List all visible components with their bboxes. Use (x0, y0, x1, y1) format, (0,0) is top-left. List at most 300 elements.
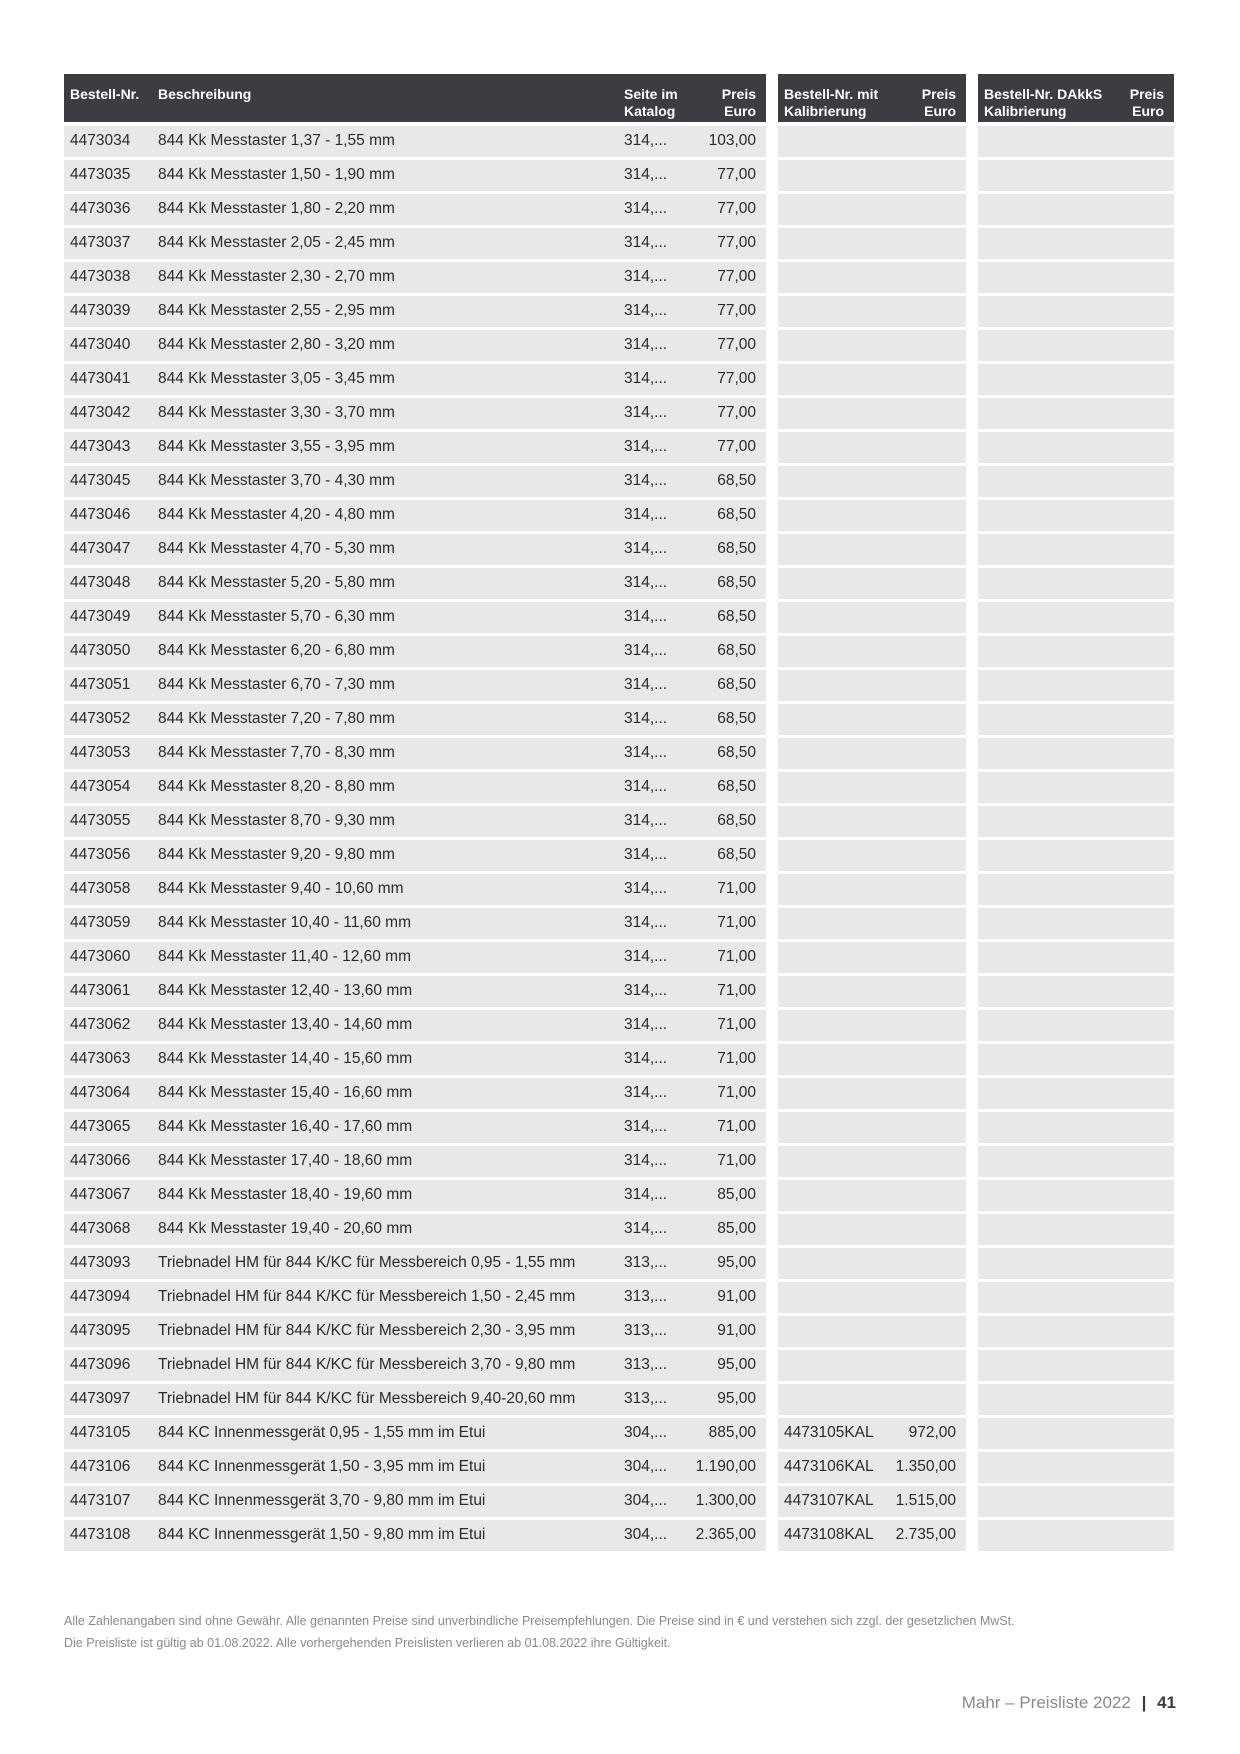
cell-bestell-nr: 4473060 (70, 948, 131, 965)
cell-seite: 314,... (624, 778, 668, 795)
cell-beschreibung: Triebnadel HM für 844 K/KC für Messbereich 1,50 - 2,45 mm (158, 1288, 576, 1305)
row-group-kalibrierung (778, 738, 966, 769)
row-group-standard (64, 976, 766, 1007)
row-group-kalibrierung (778, 704, 966, 735)
table-row (64, 974, 1176, 1008)
cell-seite: 314,... (624, 1050, 668, 1067)
cell-beschreibung: 844 Kk Messtaster 7,70 - 8,30 mm (158, 744, 395, 761)
cell-preis: 85,00 (717, 1186, 756, 1203)
cell-seite: 314,... (624, 200, 668, 217)
cell-beschreibung: 844 Kk Messtaster 3,55 - 3,95 mm (158, 438, 395, 455)
table-row (64, 498, 1176, 532)
row-group-standard (64, 840, 766, 871)
cell-preis: 71,00 (717, 1050, 756, 1067)
cell-beschreibung: 844 Kk Messtaster 3,30 - 3,70 mm (158, 404, 395, 421)
cell-preis: 1.300,00 (695, 1492, 756, 1509)
cell-seite: 314,... (624, 1186, 668, 1203)
row-group-dakks (978, 704, 1174, 735)
cell-bestell-nr: 4473050 (70, 642, 131, 659)
cell-beschreibung: 844 Kk Messtaster 11,40 - 12,60 mm (158, 948, 411, 965)
row-group-kalibrierung (778, 1214, 966, 1245)
row-group-kalibrierung (778, 1486, 966, 1517)
cell-bestell-nr: 4473048 (70, 574, 131, 591)
cell-beschreibung: 844 KC Innenmessgerät 3,70 - 9,80 mm im Etui (158, 1492, 486, 1509)
row-group-kalibrierung (778, 670, 966, 701)
cell-seite: 314,... (624, 812, 668, 829)
cell-preis: 77,00 (717, 438, 756, 455)
header-bestell-nr-dakks: Bestell-Nr. DAkkS Kalibrierung (984, 86, 1103, 119)
table-row (64, 702, 1176, 736)
row-group-kalibrierung (778, 1520, 966, 1551)
row-group-kalibrierung (778, 1146, 966, 1177)
cell-preis: 68,50 (717, 744, 756, 761)
header-group-dakks (978, 74, 1174, 122)
cell-seite: 314,... (624, 642, 668, 659)
cell-seite: 314,... (624, 540, 668, 557)
table-row (64, 532, 1176, 566)
cell-bestell-nr: 4473052 (70, 710, 131, 727)
row-group-dakks (978, 432, 1174, 463)
cell-preis: 77,00 (717, 166, 756, 183)
cell-preis: 95,00 (717, 1254, 756, 1271)
row-group-standard (64, 1384, 766, 1415)
cell-preis: 95,00 (717, 1390, 756, 1407)
row-group-kalibrierung (778, 568, 966, 599)
page-number: 41 (1157, 1693, 1176, 1712)
table-row (64, 600, 1176, 634)
cell-preis: 77,00 (717, 200, 756, 217)
row-group-standard (64, 874, 766, 905)
cell-preis: 95,00 (717, 1356, 756, 1373)
row-group-standard (64, 942, 766, 973)
row-group-standard (64, 1486, 766, 1517)
row-group-kalibrierung (778, 1010, 966, 1041)
cell-preis: 68,50 (717, 778, 756, 795)
cell-preis: 68,50 (717, 642, 756, 659)
row-group-dakks (978, 1248, 1174, 1279)
row-group-dakks (978, 296, 1174, 327)
row-group-kalibrierung (778, 1350, 966, 1381)
cell-beschreibung: 844 Kk Messtaster 1,80 - 2,20 mm (158, 200, 395, 217)
row-group-kalibrierung (778, 840, 966, 871)
row-group-dakks (978, 1486, 1174, 1517)
row-group-standard (64, 1010, 766, 1041)
row-group-standard (64, 1146, 766, 1177)
cell-seite: 314,... (624, 166, 668, 183)
row-group-kalibrierung (778, 262, 966, 293)
cell-beschreibung: 844 KC Innenmessgerät 1,50 - 3,95 mm im Etui (158, 1458, 486, 1475)
cell-bestell-nr: 4473035 (70, 166, 131, 183)
row-group-dakks (978, 1316, 1174, 1347)
row-group-kalibrierung (778, 432, 966, 463)
cell-seite: 304,... (624, 1526, 668, 1543)
cell-bestell-nr: 4473068 (70, 1220, 131, 1237)
cell-seite: 313,... (624, 1390, 668, 1407)
row-group-standard (64, 126, 766, 157)
row-group-standard (64, 194, 766, 225)
cell-preis: 68,50 (717, 710, 756, 727)
cell-beschreibung: 844 Kk Messtaster 10,40 - 11,60 mm (158, 914, 411, 931)
row-group-dakks (978, 500, 1174, 531)
cell-bestell-nr: 4473043 (70, 438, 131, 455)
cell-bestell-nr: 4473061 (70, 982, 131, 999)
cell-seite: 314,... (624, 880, 668, 897)
cell-beschreibung: Triebnadel HM für 844 K/KC für Messbereich 2,30 - 3,95 mm (158, 1322, 576, 1339)
cell-bestell-nr: 4473066 (70, 1152, 131, 1169)
table-row (64, 906, 1176, 940)
cell-seite: 314,... (624, 744, 668, 761)
table-row (64, 804, 1176, 838)
cell-preis: 68,50 (717, 846, 756, 863)
row-group-dakks (978, 670, 1174, 701)
row-group-dakks (978, 262, 1174, 293)
cell-preis: 77,00 (717, 404, 756, 421)
row-group-kalibrierung (778, 364, 966, 395)
table-header (64, 74, 1176, 122)
row-group-standard (64, 534, 766, 565)
cell-preis: 71,00 (717, 880, 756, 897)
table-row (64, 464, 1176, 498)
row-group-dakks (978, 1044, 1174, 1075)
row-group-kalibrierung (778, 602, 966, 633)
cell-bestell-nr: 4473056 (70, 846, 131, 863)
table-row (64, 226, 1176, 260)
cell-bestell-nr: 4473107 (70, 1492, 131, 1509)
cell-preis: 77,00 (717, 370, 756, 387)
table-row (64, 668, 1176, 702)
cell-beschreibung: 844 Kk Messtaster 16,40 - 17,60 mm (158, 1118, 413, 1135)
cell-seite: 313,... (624, 1322, 668, 1339)
header-preis-euro: Preis Euro (721, 86, 756, 119)
table-row (64, 328, 1176, 362)
row-group-standard (64, 1316, 766, 1347)
row-group-dakks (978, 1214, 1174, 1245)
row-group-standard (64, 1180, 766, 1211)
cell-preis: 85,00 (717, 1220, 756, 1237)
row-group-dakks (978, 874, 1174, 905)
cell-seite: 304,... (624, 1458, 668, 1475)
cell-preis: 77,00 (717, 268, 756, 285)
row-group-kalibrierung (778, 1248, 966, 1279)
cell-beschreibung: 844 Kk Messtaster 6,20 - 6,80 mm (158, 642, 395, 659)
cell-beschreibung: 844 Kk Messtaster 9,40 - 10,60 mm (158, 880, 404, 897)
cell-beschreibung: Triebnadel HM für 844 K/KC für Messbereich 0,95 - 1,55 mm (158, 1254, 576, 1271)
cell-bestell-nr: 4473065 (70, 1118, 131, 1135)
row-group-dakks (978, 398, 1174, 429)
row-group-dakks (978, 1078, 1174, 1109)
cell-bestell-nr: 4473036 (70, 200, 131, 217)
cell-bestell-nr: 4473097 (70, 1390, 131, 1407)
header-group-kalibrierung (778, 74, 966, 122)
row-group-kalibrierung (778, 976, 966, 1007)
row-group-kalibrierung (778, 1180, 966, 1211)
cell-preis: 2.365,00 (695, 1526, 756, 1543)
row-group-kalibrierung (778, 908, 966, 939)
cell-seite: 313,... (624, 1288, 668, 1305)
table-row (64, 124, 1176, 158)
table-row (64, 1416, 1176, 1450)
cell-bestell-nr-kalibrierung: 4473105KAL (784, 1424, 874, 1441)
row-group-standard (64, 1078, 766, 1109)
cell-bestell-nr: 4473047 (70, 540, 131, 557)
row-group-standard (64, 1520, 766, 1551)
row-group-standard (64, 364, 766, 395)
cell-seite: 314,... (624, 982, 668, 999)
cell-preis: 71,00 (717, 982, 756, 999)
cell-seite: 314,... (624, 710, 668, 727)
table-row (64, 566, 1176, 600)
cell-beschreibung: 844 Kk Messtaster 8,70 - 9,30 mm (158, 812, 395, 829)
table-row (64, 1484, 1176, 1518)
table-row (64, 1042, 1176, 1076)
cell-seite: 313,... (624, 1254, 668, 1271)
disclaimer-notes (64, 1610, 1176, 1654)
cell-beschreibung: Triebnadel HM für 844 K/KC für Messbereich 9,40-20,60 mm (158, 1390, 576, 1407)
row-group-kalibrierung (778, 296, 966, 327)
cell-seite: 314,... (624, 302, 668, 319)
cell-preis: 71,00 (717, 1152, 756, 1169)
row-group-standard (64, 330, 766, 361)
cell-bestell-nr: 4473106 (70, 1458, 131, 1475)
row-group-standard (64, 1350, 766, 1381)
cell-bestell-nr: 4473063 (70, 1050, 131, 1067)
row-group-standard (64, 1112, 766, 1143)
row-group-kalibrierung (778, 500, 966, 531)
row-group-standard (64, 704, 766, 735)
cell-beschreibung: 844 Kk Messtaster 18,40 - 19,60 mm (158, 1186, 413, 1203)
row-group-dakks (978, 1418, 1174, 1449)
cell-seite: 314,... (624, 404, 668, 421)
row-group-kalibrierung (778, 1112, 966, 1143)
cell-beschreibung: 844 KC Innenmessgerät 1,50 - 9,80 mm im Etui (158, 1526, 486, 1543)
row-group-kalibrierung (778, 194, 966, 225)
validity-line: Die Preisliste ist gültig ab 01.08.2022. Alle vorhergehenden Preislisten verlieren ab 01.08.2022 ihre Gültigkeit. (64, 1636, 671, 1650)
cell-seite: 314,... (624, 914, 668, 931)
cell-bestell-nr: 4473042 (70, 404, 131, 421)
table-row (64, 872, 1176, 906)
cell-bestell-nr-kalibrierung: 4473106KAL (784, 1458, 874, 1475)
cell-preis-kalibrierung: 1.515,00 (895, 1492, 956, 1509)
cell-bestell-nr: 4473105 (70, 1424, 131, 1441)
cell-preis-kalibrierung: 2.735,00 (895, 1526, 956, 1543)
cell-bestell-nr: 4473064 (70, 1084, 131, 1101)
row-group-standard (64, 636, 766, 667)
row-group-kalibrierung (778, 1452, 966, 1483)
row-group-standard (64, 1044, 766, 1075)
table-row (64, 260, 1176, 294)
row-group-standard (64, 160, 766, 191)
table-row (64, 362, 1176, 396)
header-bestell-nr: Bestell-Nr. (70, 86, 140, 102)
cell-bestell-nr: 4473051 (70, 676, 131, 693)
row-group-dakks (978, 1146, 1174, 1177)
table-row (64, 940, 1176, 974)
cell-preis: 68,50 (717, 676, 756, 693)
cell-beschreibung: 844 Kk Messtaster 8,20 - 8,80 mm (158, 778, 395, 795)
row-group-standard (64, 1418, 766, 1449)
cell-beschreibung: 844 Kk Messtaster 17,40 - 18,60 mm (158, 1152, 413, 1169)
cell-bestell-nr: 4473040 (70, 336, 131, 353)
row-group-dakks (978, 466, 1174, 497)
row-group-dakks (978, 1520, 1174, 1551)
footer-title: Mahr – Preisliste 2022 (961, 1693, 1131, 1712)
row-group-kalibrierung (778, 228, 966, 259)
cell-bestell-nr: 4473058 (70, 880, 131, 897)
cell-beschreibung: 844 Kk Messtaster 3,05 - 3,45 mm (158, 370, 395, 387)
cell-seite: 314,... (624, 1084, 668, 1101)
row-group-standard (64, 670, 766, 701)
cell-beschreibung: 844 Kk Messtaster 14,40 - 15,60 mm (158, 1050, 413, 1067)
cell-bestell-nr: 4473093 (70, 1254, 131, 1271)
row-group-dakks (978, 1010, 1174, 1041)
cell-preis: 885,00 (708, 1424, 756, 1441)
cell-seite: 314,... (624, 268, 668, 285)
cell-preis: 68,50 (717, 574, 756, 591)
cell-preis-kalibrierung: 1.350,00 (895, 1458, 956, 1475)
cell-preis: 68,50 (717, 472, 756, 489)
cell-beschreibung: 844 Kk Messtaster 9,20 - 9,80 mm (158, 846, 395, 863)
row-group-dakks (978, 1452, 1174, 1483)
cell-bestell-nr: 4473054 (70, 778, 131, 795)
table-row (64, 158, 1176, 192)
cell-seite: 313,... (624, 1356, 668, 1373)
row-group-dakks (978, 228, 1174, 259)
row-group-dakks (978, 942, 1174, 973)
cell-seite: 314,... (624, 1118, 668, 1135)
row-group-dakks (978, 1384, 1174, 1415)
row-group-dakks (978, 126, 1174, 157)
table-row (64, 1518, 1176, 1552)
cell-bestell-nr: 4473067 (70, 1186, 131, 1203)
row-group-dakks (978, 194, 1174, 225)
row-group-standard (64, 806, 766, 837)
cell-preis: 71,00 (717, 914, 756, 931)
row-group-standard (64, 602, 766, 633)
row-group-kalibrierung (778, 1418, 966, 1449)
cell-beschreibung: 844 Kk Messtaster 4,70 - 5,30 mm (158, 540, 395, 557)
cell-preis: 91,00 (717, 1322, 756, 1339)
row-group-kalibrierung (778, 466, 966, 497)
table-row (64, 1382, 1176, 1416)
row-group-kalibrierung (778, 126, 966, 157)
cell-beschreibung: 844 Kk Messtaster 2,80 - 3,20 mm (158, 336, 395, 353)
table-row (64, 736, 1176, 770)
cell-preis: 71,00 (717, 1084, 756, 1101)
cell-preis: 68,50 (717, 506, 756, 523)
cell-seite: 314,... (624, 846, 668, 863)
cell-bestell-nr: 4473053 (70, 744, 131, 761)
table-row (64, 1246, 1176, 1280)
cell-seite: 314,... (624, 574, 668, 591)
header-seite-im-katalog: Seite im Katalog (624, 86, 678, 119)
row-group-standard (64, 568, 766, 599)
table-body (64, 124, 1176, 1552)
row-group-dakks (978, 976, 1174, 1007)
cell-seite: 314,... (624, 608, 668, 625)
row-group-dakks (978, 840, 1174, 871)
table-row (64, 1008, 1176, 1042)
cell-preis: 68,50 (717, 608, 756, 625)
cell-beschreibung: 844 Kk Messtaster 19,40 - 20,60 mm (158, 1220, 413, 1237)
cell-seite: 314,... (624, 234, 668, 251)
cell-seite: 314,... (624, 506, 668, 523)
table-row (64, 430, 1176, 464)
cell-seite: 304,... (624, 1492, 668, 1509)
cell-preis: 71,00 (717, 1016, 756, 1033)
cell-seite: 314,... (624, 438, 668, 455)
row-group-dakks (978, 772, 1174, 803)
cell-beschreibung: 844 Kk Messtaster 4,20 - 4,80 mm (158, 506, 395, 523)
cell-bestell-nr: 4473108 (70, 1526, 131, 1543)
row-group-dakks (978, 568, 1174, 599)
row-group-dakks (978, 1180, 1174, 1211)
cell-preis: 91,00 (717, 1288, 756, 1305)
table-row (64, 1110, 1176, 1144)
cell-bestell-nr: 4473059 (70, 914, 131, 931)
cell-bestell-nr: 4473039 (70, 302, 131, 319)
row-group-dakks (978, 1282, 1174, 1313)
table-row (64, 1280, 1176, 1314)
cell-bestell-nr: 4473038 (70, 268, 131, 285)
row-group-kalibrierung (778, 1078, 966, 1109)
row-group-standard (64, 466, 766, 497)
cell-beschreibung: 844 Kk Messtaster 5,70 - 6,30 mm (158, 608, 395, 625)
header-bestell-nr-kalibrierung: Bestell-Nr. mit Kalibrierung (784, 86, 879, 119)
row-group-dakks (978, 534, 1174, 565)
header-group-standard (64, 74, 766, 122)
cell-preis: 103,00 (708, 132, 756, 149)
cell-preis: 77,00 (717, 336, 756, 353)
cell-bestell-nr: 4473034 (70, 132, 131, 149)
cell-seite: 314,... (624, 1152, 668, 1169)
row-group-dakks (978, 602, 1174, 633)
table-row (64, 192, 1176, 226)
cell-preis: 77,00 (717, 234, 756, 251)
cell-beschreibung: 844 Kk Messtaster 5,20 - 5,80 mm (158, 574, 395, 591)
table-row (64, 838, 1176, 872)
cell-bestell-nr: 4473062 (70, 1016, 131, 1033)
row-group-dakks (978, 1112, 1174, 1143)
table-row (64, 396, 1176, 430)
cell-bestell-nr: 4473095 (70, 1322, 131, 1339)
cell-seite: 314,... (624, 1016, 668, 1033)
cell-bestell-nr-kalibrierung: 4473107KAL (784, 1492, 874, 1509)
cell-preis: 77,00 (717, 302, 756, 319)
row-group-kalibrierung (778, 1044, 966, 1075)
table-row (64, 294, 1176, 328)
cell-bestell-nr: 4473049 (70, 608, 131, 625)
row-group-standard (64, 500, 766, 531)
header-preis-kalibrierung: Preis Euro (921, 86, 956, 119)
row-group-standard (64, 296, 766, 327)
row-group-standard (64, 1452, 766, 1483)
cell-beschreibung: 844 Kk Messtaster 13,40 - 14,60 mm (158, 1016, 413, 1033)
header-beschreibung: Beschreibung (158, 86, 252, 102)
cell-beschreibung: Triebnadel HM für 844 K/KC für Messbereich 3,70 - 9,80 mm (158, 1356, 576, 1373)
cell-beschreibung: 844 Kk Messtaster 2,55 - 2,95 mm (158, 302, 395, 319)
table-row (64, 1212, 1176, 1246)
cell-beschreibung: 844 Kk Messtaster 12,40 - 13,60 mm (158, 982, 413, 999)
table-row (64, 634, 1176, 668)
row-group-dakks (978, 636, 1174, 667)
cell-preis: 71,00 (717, 948, 756, 965)
price-table (64, 74, 1176, 1552)
row-group-standard (64, 432, 766, 463)
row-group-dakks (978, 1350, 1174, 1381)
row-group-kalibrierung (778, 1282, 966, 1313)
row-group-dakks (978, 806, 1174, 837)
cell-bestell-nr: 4473045 (70, 472, 131, 489)
